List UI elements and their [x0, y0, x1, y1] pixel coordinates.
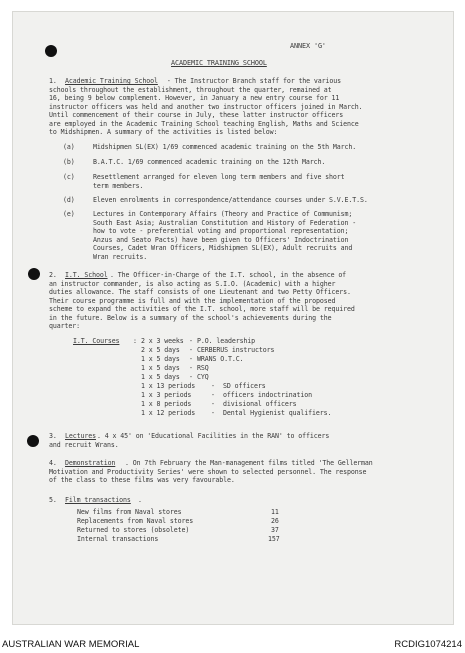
section-1-number: 1. — [49, 77, 57, 85]
course-name: WRANS O.T.C. — [197, 355, 244, 363]
item-text: Courses, Cadet Wran Officers, Midshipmen SL(EX), Adult recruits and — [93, 244, 353, 252]
section-4-line: . On 7th February the Man-management films titled 'The Gellerman — [125, 459, 373, 467]
course-dash: - — [189, 373, 193, 381]
film-row-label: New films from Naval stores — [77, 508, 182, 516]
course-count: 2 x 3 weeks — [141, 337, 184, 345]
course-dash: - — [189, 337, 193, 345]
annex-label: ANNEX 'G' — [290, 42, 326, 50]
course-name: officers indoctrination — [223, 391, 313, 399]
item-text: Eleven enrolments in correspondence/attendance courses under S.V.E.T.S. — [93, 196, 368, 204]
section-4-line: Motivation and Productivity Series' were shown to selected personnel. The response — [49, 467, 367, 476]
course-count: 1 x 8 periods — [141, 400, 192, 408]
item-label: (a) — [63, 143, 75, 151]
item-label: (d) — [63, 196, 75, 204]
document-title: ACADEMIC TRAINING SCHOOL — [171, 59, 267, 67]
film-row-label: Returned to stores (obsolete) — [77, 526, 190, 534]
punch-hole — [28, 268, 40, 280]
course-count: 1 x 5 days — [141, 355, 180, 363]
section-4-heading: Demonstration — [65, 459, 116, 467]
section-2-line: in the future. Below is a summary of the school's achievements during the — [49, 313, 332, 322]
course-count: 1 x 3 periods — [141, 391, 192, 399]
section-1-line: schools throughout the establishment, throughout the quarter, remained at — [49, 85, 332, 94]
item-label: (e) — [63, 210, 75, 218]
footer-institution: AUSTRALIAN WAR MEMORIAL — [2, 639, 140, 650]
section-5-heading: Film transactions — [65, 496, 131, 504]
section-4-line: of the class to these films was very favourable. — [49, 476, 235, 484]
course-dash: - — [189, 355, 193, 363]
course-name: P.O. leadership — [197, 337, 256, 345]
section-3-heading: Lectures — [65, 432, 96, 440]
course-count: 1 x 13 periods — [141, 382, 196, 390]
course-name: CYQ — [197, 373, 209, 381]
item-text: B.A.T.C. 1/69 commenced academic training on the 12th March. — [93, 158, 326, 166]
course-count: 1 x 5 days — [141, 373, 180, 381]
section-2-number: 2. — [49, 271, 57, 279]
film-row-label: Replacements from Naval stores — [77, 517, 194, 525]
section-1-line: Until commencement of their course in July, these latter instructor officers — [49, 111, 344, 119]
item-text: how to vote - preferential voting and proportional representation; — [93, 227, 349, 235]
course-dash: - — [211, 409, 215, 417]
film-row-value: 26 — [271, 517, 279, 525]
item-text: South East Asia; Australian Constitution and History of Federation - — [93, 218, 357, 227]
course-name: Dental Hygienist qualifiers. — [223, 409, 332, 417]
item-label: (c) — [63, 173, 75, 181]
item-text: Midshipmen SL(EX) 1/69 commenced academic training on the 5th March. — [93, 143, 357, 151]
course-dash: - — [211, 391, 215, 399]
course-dash: - — [211, 382, 215, 390]
course-dash: - — [189, 364, 193, 372]
section-3-number: 3. — [49, 432, 57, 440]
item-label: (b) — [63, 158, 75, 166]
course-count: 2 x 5 days — [141, 346, 180, 354]
film-row-value: 157 — [268, 535, 280, 543]
film-row-value: 11 — [271, 508, 279, 516]
section-5-suffix: . — [138, 496, 142, 504]
course-dash: - — [211, 400, 215, 408]
section-2-line: an instructor commander, is also acting as S.I.O. (Academic) with a higher — [49, 279, 336, 288]
section-4-number: 4. — [49, 459, 57, 467]
document-page — [12, 11, 454, 625]
punch-hole — [27, 435, 39, 447]
item-text: Wran recruits. — [93, 252, 148, 261]
item-text: Anzus and Seato Pacts) have been given to Officers' Indoctrination — [93, 235, 349, 244]
film-row-value: 37 — [271, 526, 279, 534]
section-2-line: scheme to expand the activities of the I.T. school, more staff will be required — [49, 305, 355, 313]
section-1-line: are employed in the Academic Training School teaching English, Maths and Science — [49, 119, 359, 128]
section-5-number: 5. — [49, 496, 57, 504]
course-count: 1 x 5 days — [141, 364, 180, 372]
footer-record-id: RCDIG1074214 — [394, 639, 462, 650]
section-2-line: Their course programme is full and with the implementation of the proposed — [49, 296, 336, 305]
item-text: Lectures in Contemporary Affairs (Theory and Practice of Communism; — [93, 210, 353, 218]
section-2-line: . The Officer-in-Charge of the I.T. school, in the absence of — [110, 271, 347, 279]
section-3-line: . 4 x 45' on 'Educational Facilities in the RAN' to officers — [97, 432, 330, 440]
punch-hole — [45, 45, 57, 57]
course-count: 1 x 12 periods — [141, 409, 196, 417]
course-name: RSQ — [197, 364, 209, 372]
film-row-label: Internal transactions — [77, 535, 159, 543]
course-name: CERBERUS instructors — [197, 346, 275, 354]
course-dash: - — [189, 346, 193, 354]
section-1-line: 16, being 9 below complement. However, in January a new entry course for 11 — [49, 94, 340, 102]
item-text: Resettlement arranged for eleven long term members and five short — [93, 173, 345, 181]
footer-bar — [0, 636, 465, 653]
course-name: SD officers — [223, 382, 266, 390]
section-3-line: and recruit Wrans. — [49, 440, 119, 449]
colon: : — [133, 337, 137, 345]
section-1-line: - The Instructor Branch staff for the various — [163, 77, 342, 85]
item-text: term members. — [93, 182, 144, 190]
section-2-line: quarter: — [49, 322, 80, 330]
section-1-line: instructor officers was held and another two instructor officers joined in March. — [49, 102, 363, 111]
course-name: divisional officers — [223, 400, 297, 408]
section-2-line: duties allowance. The staff consists of one Lieutenant and two Petty Officers. — [49, 288, 351, 296]
section-2-heading: I.T. School — [65, 271, 108, 279]
section-1-heading: Academic Training School — [65, 77, 158, 85]
it-courses-label: I.T. Courses — [73, 337, 120, 345]
section-1-line: to Midshipmen. A summary of the activities is listed below: — [49, 128, 278, 136]
